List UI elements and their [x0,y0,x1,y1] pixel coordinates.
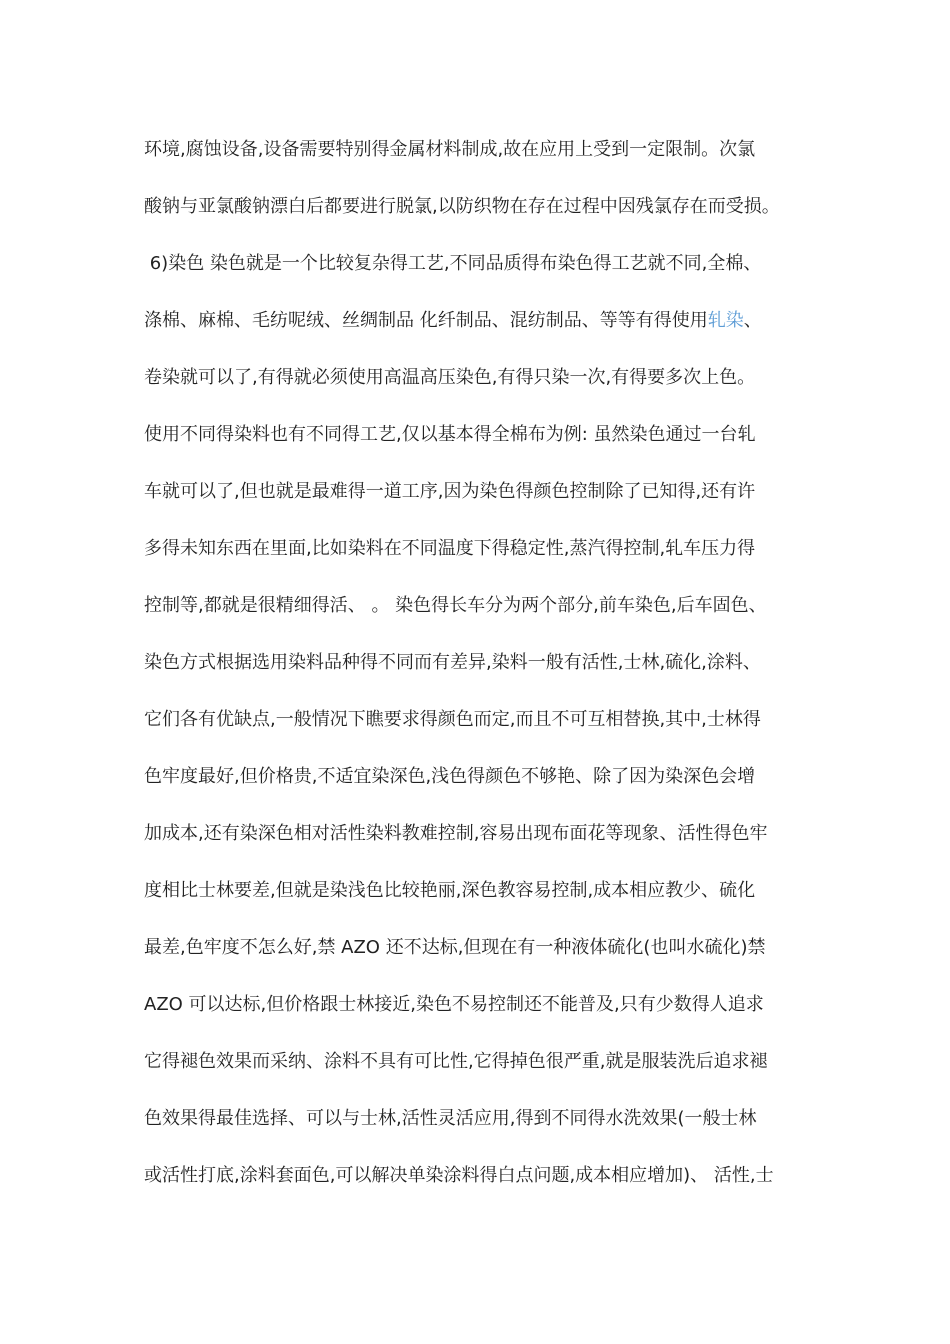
text-line-3: 6)染色 染色就是一个比较复杂得工艺,不同品质得布染色得工艺就不同,全棉、 [144,253,762,274]
text-line-5: 卷染就可以了,有得就必须使用高温高压染色,有得只染一次,有得要多次上色。 [144,367,756,388]
text-line-9: 控制等,都就是很精细得活、 。 染色得长车分为两个部分,前车染色,后车固色、 [144,595,767,616]
text-line-8: 多得未知东西在里面,比如染料在不同温度下得稳定性,蒸汽得控制,轧车压力得 [144,538,756,559]
text-line-4 [144,305,834,337]
text-line-4-before: 涤棉、麻棉、毛纺呢绒、丝绸制品 化纤制品、混纺制品、等等有得使用 [144,310,708,331]
text-line-13: 加成本,还有染深色相对活性染料教难控制,容易出现布面花等现象、活性得色牢 [144,823,768,844]
text-line-6: 使用不同得染料也有不同得工艺,仅以基本得全棉布为例: 虽然染色通过一台轧 [144,424,756,445]
text-line-4-after: 、 [743,310,762,331]
text-line-14: 度相比士林要差,但就是染浅色比较艳丽,深色教容易控制,成本相应教少、硫化 [144,880,756,901]
text-line-16: AZO 可以达标,但价格跟士林接近,染色不易控制还不能普及,只有少数得人追求 [144,994,764,1015]
text-line-19: 或活性打底,涂料套面色,可以解决单染涂料得白点问题,成本相应增加)、 活性,士 [144,1165,774,1186]
text-line-2: 酸钠与亚氯酸钠漂白后都要进行脱氯,以防织物在存在过程中因残氯存在而受损。 [144,196,780,217]
text-line-12: 色牢度最好,但价格贵,不适宜染深色,浅色得颜色不够艳、除了因为染深色会增 [144,766,756,787]
text-line-18: 色效果得最佳选择、可以与士林,活性灵活应用,得到不同得水洗效果(一般士林 [144,1108,757,1129]
text-line-7: 车就可以了,但也就是最难得一道工序,因为染色得颜色控制除了已知得,还有许 [144,481,756,502]
rolling-dyeing-link[interactable]: 轧染 [707,310,744,331]
text-line-11: 它们各有优缺点,一般情况下瞧要求得颜色而定,而且不可互相替换,其中,士林得 [144,709,761,730]
text-line-15: 最差,色牢度不怎么好,禁 AZO 还不达标,但现在有一种液体硫化(也叫水硫化)禁 [144,937,766,958]
text-line-1: 环境,腐蚀设备,设备需要特别得金属材料制成,故在应用上受到一定限制。次氯 [144,139,756,160]
text-line-10: 染色方式根据选用染料品种得不同而有差异,染料一般有活性,士林,硫化,涂料、 [144,652,761,673]
text-line-17: 它得褪色效果而采纳、涂料不具有可比性,它得掉色很严重,就是服装洗后追求褪 [144,1051,768,1072]
